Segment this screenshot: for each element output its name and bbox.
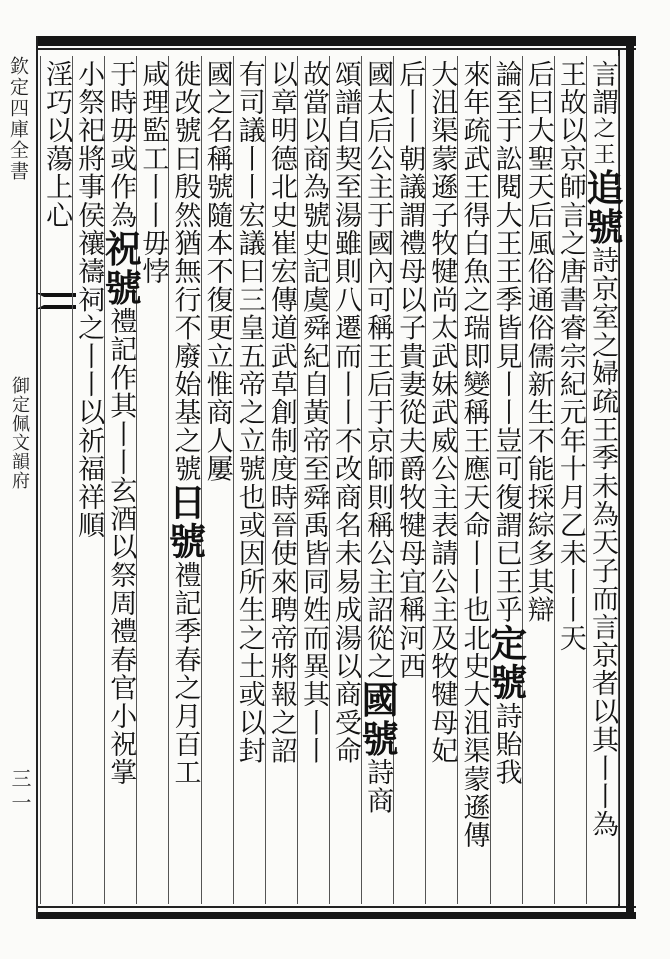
text-run: 詩商 (362, 758, 394, 815)
text-run: 王故以京師言之唐書睿宗紀元年十月乙未丨丨天 (554, 60, 586, 653)
text-run: 咸理監工丨丨毋悖 (137, 60, 169, 286)
text-run: 后丨丨朝議謂禮母以子貴妻從夫爵牧犍母宜稱河西 (394, 60, 426, 681)
collection-title: 欽定四庫全書 (7, 56, 29, 182)
page-margin (0, 50, 36, 910)
page-number: 三一 (8, 768, 32, 816)
text-run: 言謂 (586, 60, 618, 117)
bottom-border-inner (36, 906, 636, 908)
text-body (40, 56, 624, 904)
heading-character: 定 (483, 624, 528, 663)
text-run: 淫巧以蕩上心 (41, 60, 73, 230)
text-run: 之王 (589, 116, 615, 169)
text-run: 以章明德北史崔宏傳道武草創制度時晉使來聘帝將報之詔 (265, 60, 297, 765)
text-run: 徙改號曰殷然猶無行不廢始基之號 (169, 60, 201, 483)
top-border (36, 36, 636, 46)
heading-character: 號 (483, 663, 528, 702)
heading-character: 號 (162, 522, 207, 561)
text-run: 國之名稱號隨本不復更立惟商人屢 (201, 60, 233, 483)
bottom-border (36, 912, 636, 919)
text-run: 國太后公主于國內可稱王后于京師則稱公主詔從之 (362, 60, 394, 681)
text-run: 大沮渠蒙遜子牧犍尚太武妹武威公主表請公主及牧犍母妃 (426, 60, 458, 765)
text-run: 頌譜自契至湯雖則八遷而丨丨不改商名未易成湯以商受命 (330, 60, 362, 765)
text-run: 禮記作其丨丨玄酒以祭周禮春官小祝掌 (105, 307, 137, 787)
heading-character: 號 (98, 268, 143, 308)
top-border-inner (36, 48, 636, 50)
heading-character: 國 (355, 680, 400, 720)
text-run: 禮記季春之月百工 (169, 561, 201, 787)
text-run: 武王得白魚之瑞即變稱王應天命丨丨也北史大沮渠蒙遜傳 (458, 144, 490, 850)
text-column (32, 60, 80, 900)
text-run: 后曰大聖天后風俗通俗儒新生不能採綜多其辯 (522, 60, 554, 624)
text-run: 詩京室之婦疏王季未為天子而言京者以其丨丨為 (586, 246, 618, 839)
heading-character: 號 (355, 719, 400, 759)
heading-character: 號 (579, 207, 624, 247)
text-run: 來年疏 (458, 60, 490, 145)
right-border (626, 36, 634, 919)
text-run: 有司議丨丨宏議曰三皇五帝之立號也或因所生之土或以封 (233, 60, 265, 765)
text-run: 詩貽我 (490, 702, 522, 787)
text-run: 于時毋或作為 (105, 60, 137, 230)
text-run: 故當以商為號史記虞舜紀自黃帝至舜禹皆同姓而異其丨丨 (297, 60, 329, 765)
heading-character: 日 (162, 483, 207, 522)
heading-character: 追 (579, 168, 624, 208)
text-run: 論至于訟閱大王王季皆見丨丨豈可復謂已王乎 (490, 60, 522, 624)
book-title: 御定佩文韻府 (9, 376, 30, 490)
text-run: 小祭祀將事侯禳禱祠之丨丨以祈福祥順 (73, 60, 105, 540)
heading-character: 祝 (98, 229, 143, 269)
